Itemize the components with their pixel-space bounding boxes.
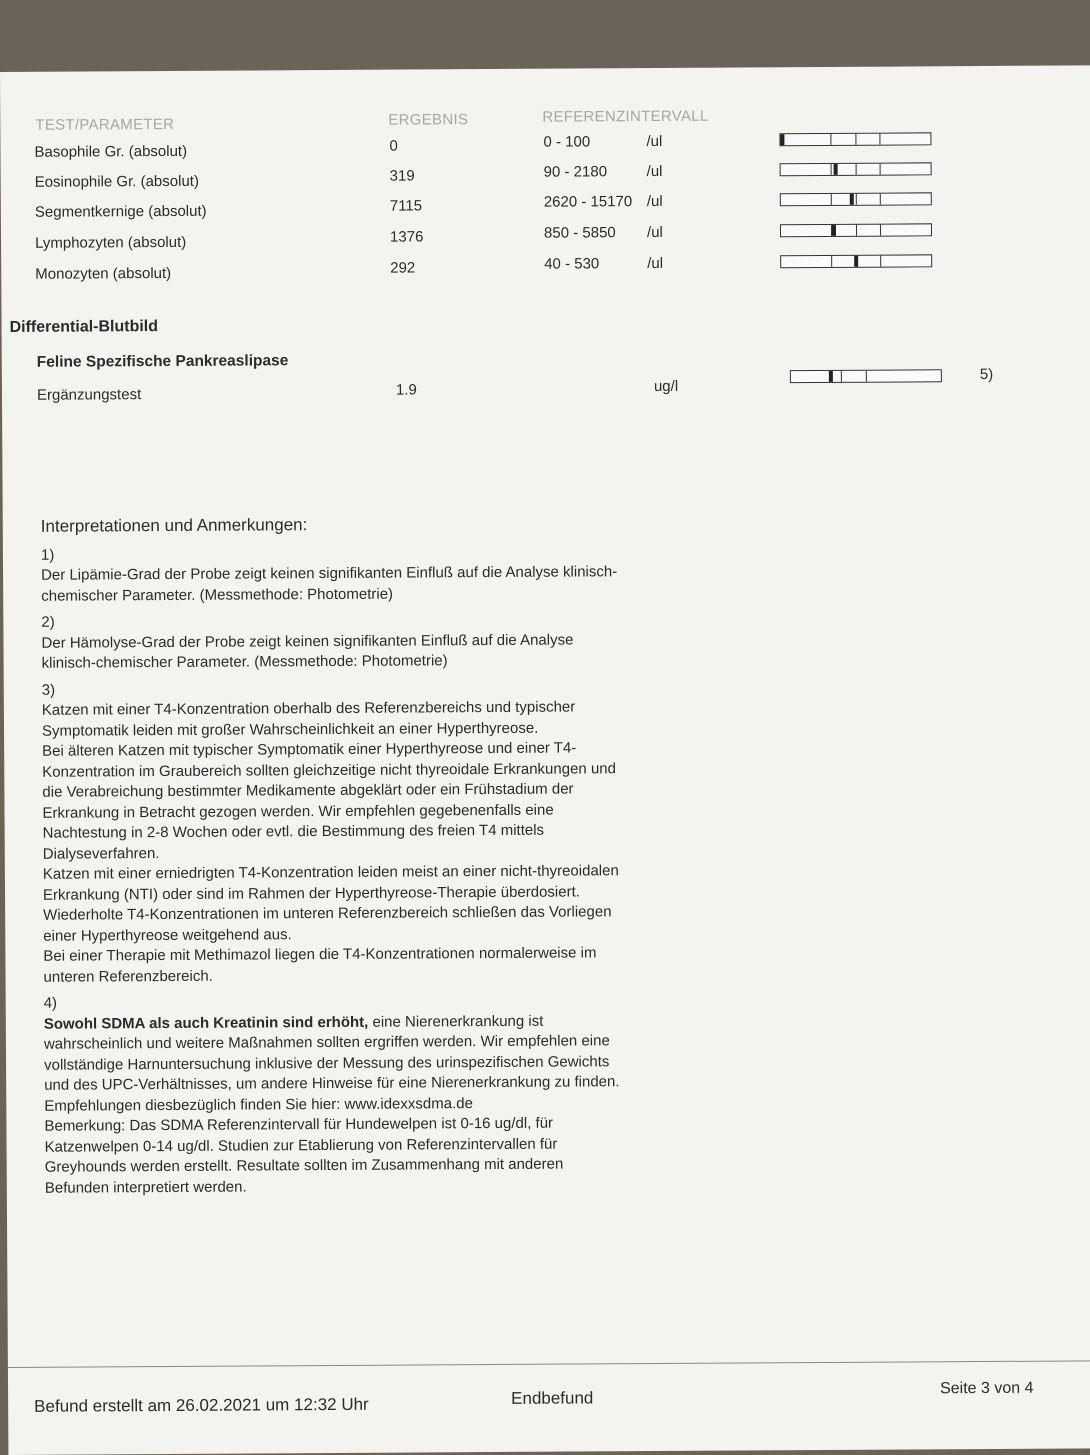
lipase-name: Ergänzungstest: [36, 386, 142, 404]
row-result: 292: [390, 259, 416, 277]
note-item: [44, 990, 625, 1199]
note-bold-text: Sowohl SDMA als auch Kreatinin sind erhöht,: [43, 1013, 369, 1033]
row-range-bar: [780, 192, 932, 206]
row-unit: /ul: [647, 254, 664, 273]
row-range: 40 - 530: [544, 255, 600, 273]
note-text: [42, 697, 624, 988]
note-number: 4): [43, 994, 58, 1012]
note-body: eine Nierenerkrankung ist wahrscheinlich und weitere Maßnahmen sollten ergriffen werden. Wir empfehlen eine vollständige Harnuntersuchung inklusive der Messung des urinspezifischen Gewichts und des UPC-Verhältnisses, um andere Hinweise für eine Nierenerkrankung zu finden. Empfehlungen diesbezüglich finden Sie hier: www.idexxsdma.de Bemerkung: Das SDMA Referenzintervall für Hundewelpen ist 0-16 ug/dl, für Katzenwelpen 0-14 ug/dl. Studien zur Etablierung von Referenzintervallen für Greyhounds werden erstellt. Resultate sollten im Zusammenhang mit anderen Befunden interpretiert werden.: [43, 1012, 620, 1197]
row-range: 0 - 100: [543, 133, 591, 151]
header-test: TEST/PARAMETER: [35, 115, 175, 134]
lipase-range-bar: [790, 369, 942, 383]
header-reference: REFERENZINTERVALL: [542, 107, 709, 126]
lipase-range-marker: [829, 371, 833, 382]
row-range-marker: [833, 164, 837, 175]
lipase-result: 1.9: [395, 381, 417, 399]
note-text: [44, 1011, 625, 1199]
footer-created: Befund erstellt am 26.02.2021 um 12:32 Uhr: [34, 1394, 369, 1416]
note-item: [42, 677, 624, 988]
footer-status: Endbefund: [511, 1388, 594, 1408]
footer-page: Seite 3 von 4: [940, 1379, 1034, 1398]
notes-heading: Interpretationen und Anmerkungen:: [40, 515, 308, 536]
row-name: Monozyten (absolut): [35, 264, 172, 283]
row-unit: /ul: [646, 162, 663, 181]
lipase-footnote: 5): [979, 365, 994, 384]
row-unit: /ul: [646, 192, 663, 211]
row-name: Eosinophile Gr. (absolut): [34, 172, 199, 191]
note-number: 3): [41, 681, 56, 699]
row-range: 850 - 5850: [543, 224, 616, 242]
row-range-bar: [779, 132, 931, 146]
row-result: 0: [389, 137, 398, 155]
note-item: [41, 609, 621, 674]
row-range-marker: [832, 225, 836, 236]
header-result: ERGEBNIS: [388, 111, 469, 129]
lipase-unit: ug/l: [653, 377, 679, 396]
note-body: Der Lipämie-Grad der Probe zeigt keinen signifikanten Einfluß auf die Analyse klinisch-chemischer Parameter. (Messmethode: Photometrie): [41, 563, 618, 605]
row-range: 2620 - 15170: [543, 193, 633, 211]
row-range-marker: [780, 134, 784, 145]
footer-divider: [8, 1360, 1090, 1368]
lipase-title: Feline Spezifische Pankreaslipase: [36, 352, 289, 371]
report-page: [0, 65, 1090, 1455]
row-range-bar: [780, 223, 932, 237]
note-number: 1): [40, 546, 55, 564]
note-text: [41, 562, 621, 607]
note-text: [41, 630, 621, 675]
notes-list: [41, 542, 625, 1199]
row-range-marker: [854, 256, 858, 267]
row-range-bar: [780, 162, 932, 176]
row-unit: /ul: [646, 132, 663, 151]
notes-section: [41, 513, 625, 1205]
row-name: Lymphozyten (absolut): [34, 233, 187, 252]
row-unit: /ul: [646, 223, 663, 242]
row-range: 90 - 2180: [543, 163, 608, 181]
row-name: Basophile Gr. (absolut): [34, 142, 188, 161]
section-title: Differential-Blutbild: [9, 318, 159, 336]
row-result: 1376: [389, 228, 424, 246]
note-body: Katzen mit einer T4-Konzentration oberhalb des Referenzbereichs und typischer Symptomatik leiden mit großer Wahrscheinlichkeit an einer Hyperthyreose. Bei älteren Katzen mit typischer Symptomatik einer Hyperthyreose und einer T4-Konzentration im Graubereich sollten gleichzeitige nicht thyreoidale Erkrankungen und die Verabreichung bestimmter Medikamente abgeklärt oder ein Frühstadium der Erkrankung in Betracht gezogen werden. Wir empfehlen gegebenenfalls eine Nachtestung in 2-8 Wochen oder evtl. die Bestimmung des freien T4 mittels Dialyseverfahren. Katzen mit einer erniedrigten T4-Konzentration leiden meist an einer nicht-thyreoidalen Erkrankung (NTI) oder sind im Rahmen der Hyperthyreose-Therapie überdosiert. Wiederholte T4-Konzentrationen im unteren Referenzbereich schließen das Vorliegen einer Hyperthyreose weitgehend aus. Bei einer Therapie mit Methimazol liegen die T4-Konzentrationen normalerweise im unteren Referenzbereich.: [41, 698, 619, 986]
note-item: [41, 542, 621, 607]
note-number: 2): [41, 613, 55, 631]
row-range-marker: [849, 194, 853, 205]
row-name: Segmentkernige (absolut): [34, 202, 207, 221]
note-body: Der Hämolyse-Grad der Probe zeigt keinen signifikanten Einfluß auf die Analyse klinisch-chemischer Parameter. (Messmethode: Photometrie): [41, 631, 574, 672]
row-range-bar: [780, 254, 932, 268]
row-result: 319: [389, 167, 415, 185]
row-result: 7115: [389, 197, 423, 215]
